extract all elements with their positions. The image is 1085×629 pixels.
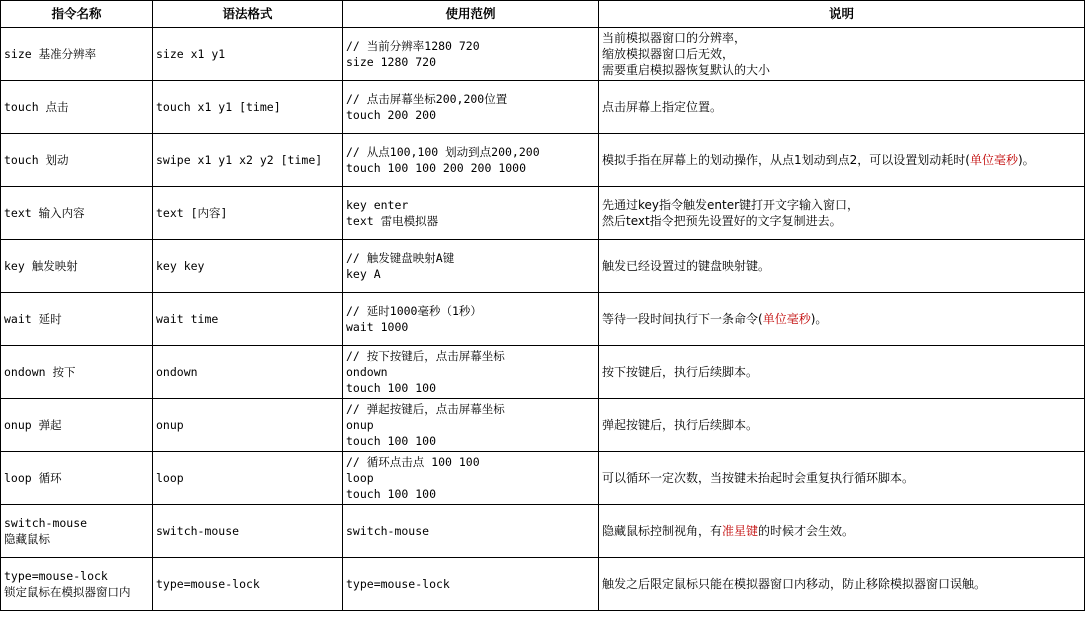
description-line (602, 197, 1081, 213)
command-name-line: size 基准分辨率 (4, 47, 97, 61)
example-cell (343, 28, 599, 81)
syntax-text: size x1 y1 (156, 47, 226, 61)
syntax-text: key key (156, 259, 205, 273)
description-line (602, 523, 1081, 539)
description-text: 等待一段时间执行下一条命令( (602, 312, 763, 326)
example-line: wait 1000 (346, 320, 409, 334)
highlight-text: 单位毫秒 (969, 153, 1018, 167)
example-line: touch 100 100 200 200 1000 (346, 161, 527, 175)
highlight-text: 单位毫秒 (762, 312, 811, 326)
example-line: switch-mouse (346, 524, 430, 538)
description-line (602, 30, 1081, 46)
highlight-text: 准星键 (722, 524, 759, 538)
command-name-line: wait 延时 (4, 312, 62, 326)
example-line: touch 200 200 (346, 108, 437, 122)
command-name-line: 锁定鼠标在模拟器窗口内 (4, 585, 131, 599)
example-cell (343, 558, 599, 611)
example-line: // 循环点击点 100 100 (346, 455, 480, 469)
description-line (602, 99, 1081, 115)
command-name-line: loop 循环 (4, 471, 62, 485)
description-text: )。 (1017, 153, 1035, 167)
description-text: 的时候才会生效。 (758, 524, 855, 538)
description-cell (599, 134, 1085, 187)
syntax-cell (153, 134, 343, 187)
description-line (602, 576, 1081, 592)
description-text: 触发已经设置过的键盘映射键。 (602, 259, 771, 273)
description-line (602, 311, 1081, 327)
command-name-line: key 触发映射 (4, 259, 78, 273)
example-line: touch 100 100 (346, 487, 437, 501)
description-cell (599, 452, 1085, 505)
description-text: 需要重启模拟器恢复默认的大小 (602, 63, 771, 77)
syntax-cell (153, 81, 343, 134)
example-line: onup (346, 418, 374, 432)
example-line: type=mouse-lock (346, 577, 450, 591)
table-row (1, 346, 1085, 399)
description-cell (599, 399, 1085, 452)
command-name-cell (1, 293, 153, 346)
example-cell (343, 399, 599, 452)
table-row (1, 293, 1085, 346)
syntax-cell (153, 452, 343, 505)
command-name-line: onup 弹起 (4, 418, 62, 432)
table-row (1, 187, 1085, 240)
description-line (602, 62, 1081, 78)
table-row (1, 399, 1085, 452)
command-name-cell (1, 81, 153, 134)
table-row (1, 134, 1085, 187)
example-line: text 雷电模拟器 (346, 214, 439, 228)
command-name-cell (1, 187, 153, 240)
description-cell (599, 346, 1085, 399)
description-text: 模拟手指在屏幕上的划动操作，从点1划动到点2，可以设置划动耗时( (602, 153, 970, 167)
command-name-cell (1, 240, 153, 293)
syntax-cell (153, 240, 343, 293)
syntax-text: type=mouse-lock (156, 577, 260, 591)
description-line (602, 213, 1081, 229)
header-syntax: 语法格式 (153, 1, 343, 28)
syntax-cell (153, 399, 343, 452)
command-name-line: switch-mouse (4, 516, 88, 530)
description-text: 点击屏幕上指定位置。 (602, 100, 723, 114)
description-cell (599, 240, 1085, 293)
example-line: // 触发键盘映射A键 (346, 251, 455, 265)
command-name-cell (1, 399, 153, 452)
description-cell (599, 505, 1085, 558)
syntax-text: ondown (156, 365, 198, 379)
command-name-line: text 输入内容 (4, 206, 85, 220)
table-row (1, 81, 1085, 134)
description-line (602, 258, 1081, 274)
example-cell (343, 81, 599, 134)
example-cell (343, 346, 599, 399)
example-line: // 延时1000毫秒（1秒） (346, 304, 482, 318)
syntax-text: touch x1 y1 [time] (156, 100, 281, 114)
syntax-cell (153, 505, 343, 558)
syntax-text: loop (156, 471, 184, 485)
syntax-text: wait time (156, 312, 219, 326)
example-cell (343, 505, 599, 558)
description-text: 缩放模拟器窗口后无效， (602, 47, 735, 61)
description-line (602, 470, 1081, 486)
command-name-cell (1, 452, 153, 505)
table-row (1, 558, 1085, 611)
example-cell (343, 452, 599, 505)
table-row (1, 240, 1085, 293)
example-line: size 1280 720 (346, 55, 437, 69)
example-line: key enter (346, 198, 409, 212)
syntax-cell (153, 346, 343, 399)
syntax-cell (153, 187, 343, 240)
description-text: 按下按键后，执行后续脚本。 (602, 365, 759, 379)
command-name-cell (1, 134, 153, 187)
command-name-line: 隐藏鼠标 (4, 532, 50, 546)
command-name-cell (1, 28, 153, 81)
example-line: // 按下按键后，点击屏幕坐标 (346, 349, 505, 363)
description-text: 弹起按键后，执行后续脚本。 (602, 418, 759, 432)
example-cell (343, 240, 599, 293)
command-name-cell (1, 346, 153, 399)
command-name-line: type=mouse-lock (4, 569, 108, 583)
description-text: 触发之后限定鼠标只能在模拟器窗口内移动，防止移除模拟器窗口误触。 (602, 577, 987, 591)
table-row (1, 452, 1085, 505)
description-text: 当前模拟器窗口的分辨率， (602, 31, 747, 45)
table-row (1, 28, 1085, 81)
example-line: // 点击屏幕坐标200,200位置 (346, 92, 508, 106)
description-line (602, 152, 1081, 168)
syntax-cell (153, 28, 343, 81)
description-text: 然后text指令把预先设置好的文字复制进去。 (602, 214, 842, 228)
description-cell (599, 187, 1085, 240)
example-line: touch 100 100 (346, 381, 437, 395)
command-name-cell (1, 558, 153, 611)
example-line: // 弹起按键后，点击屏幕坐标 (346, 402, 505, 416)
syntax-text: switch-mouse (156, 524, 240, 538)
description-cell (599, 558, 1085, 611)
example-line: loop (346, 471, 374, 485)
description-line (602, 46, 1081, 62)
example-cell (343, 187, 599, 240)
header-row (1, 1, 1085, 28)
description-cell (599, 81, 1085, 134)
header-command-name: 指令名称 (1, 1, 153, 28)
syntax-cell (153, 293, 343, 346)
example-line: ondown (346, 365, 388, 379)
syntax-text: text [内容] (156, 206, 228, 220)
example-line: key A (346, 267, 381, 281)
description-cell (599, 293, 1085, 346)
example-line: // 当前分辨率1280 720 (346, 39, 480, 53)
description-text: )。 (810, 312, 828, 326)
example-line: touch 100 100 (346, 434, 437, 448)
command-name-line: ondown 按下 (4, 365, 76, 379)
description-text: 隐藏鼠标控制视角，有 (602, 524, 723, 538)
syntax-text: onup (156, 418, 184, 432)
command-name-line: touch 点击 (4, 100, 69, 114)
syntax-text: swipe x1 y1 x2 y2 [time] (156, 153, 323, 167)
description-cell (599, 28, 1085, 81)
example-cell (343, 293, 599, 346)
description-text: 先通过key指令触发enter键打开文字输入窗口， (602, 198, 860, 212)
description-line (602, 364, 1081, 380)
header-example: 使用范例 (343, 1, 599, 28)
table-row (1, 505, 1085, 558)
description-text: 可以循环一定次数，当按键未抬起时会重复执行循环脚本。 (602, 471, 915, 485)
description-line (602, 417, 1081, 433)
syntax-cell (153, 558, 343, 611)
example-line: // 从点100,100 划动到点200,200 (346, 145, 540, 159)
command-name-line: touch 划动 (4, 153, 69, 167)
header-description: 说明 (599, 1, 1085, 28)
command-name-cell (1, 505, 153, 558)
example-cell (343, 134, 599, 187)
